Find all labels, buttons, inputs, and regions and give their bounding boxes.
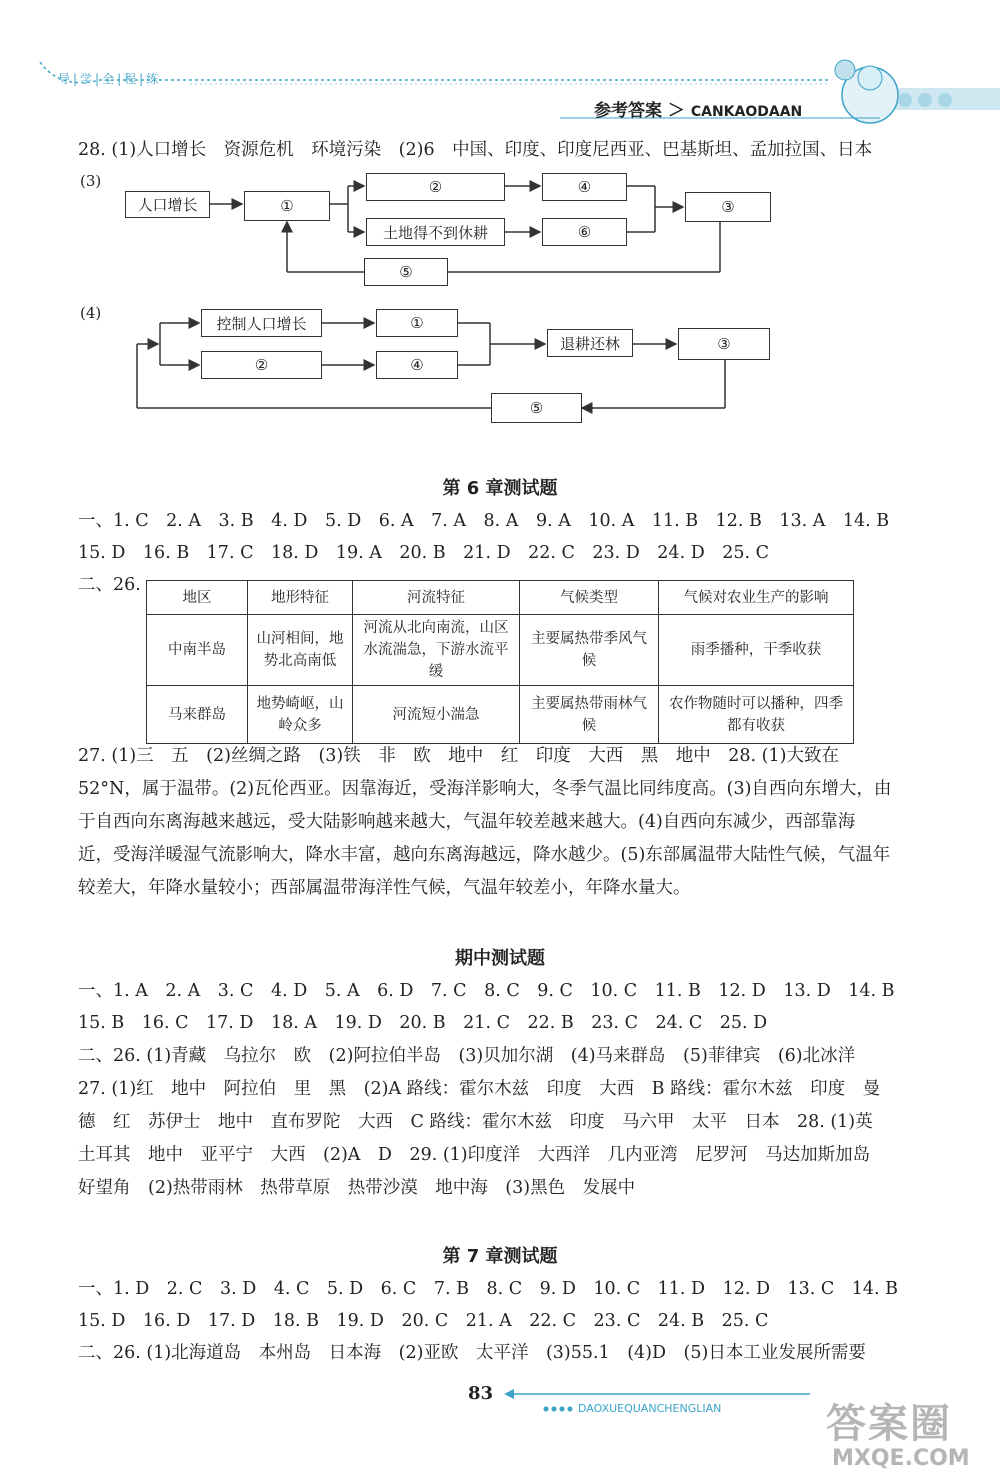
flow3-node6: ⑥ (542, 218, 627, 246)
ch7-title: 第 7 章测试题 (442, 1246, 558, 1267)
flow3-start: 人口增长 (125, 191, 210, 218)
table-header-row (147, 581, 854, 615)
flow3-node2: ② (366, 173, 505, 201)
ch6-title: 第 6 章测试题 (442, 478, 558, 499)
midterm-row2: 15. B 16. C 17. D 18. A 19. D 20. B 21. C 22. B 23. C 24. C 25. D (78, 1013, 768, 1033)
ch6-para2: 52°N，属于温带。(2)瓦伦西亚。因靠海近，受海洋影响大，冬季气温比同纬度高。(3)自西向东增大，由 (78, 779, 892, 799)
q28-part3-label: (3) (80, 172, 102, 190)
section-cn: 参考答案 (594, 101, 662, 121)
ch6-table (146, 580, 854, 744)
table-header: 气候类型 (520, 581, 659, 615)
table-cell: 中南半岛 (147, 615, 248, 686)
table-cell: 马来群岛 (147, 686, 248, 744)
watermark-url: MXQE.COM (832, 1446, 970, 1471)
ch6-row1: 一、1. C 2. A 3. B 4. D 5. D 6. A 7. A 8. A 9. A 10. A 11. B 12. B 13. A 14. B (78, 511, 890, 531)
table-cell: 山河相间，地势北高南低 (248, 615, 353, 686)
midterm-para3: 德 红 苏伊士 地中 直布罗陀 大西 C 路线：霍尔木兹 印度 马六甲 太平 日本 28. (1)英 (78, 1112, 873, 1132)
midterm-para2: 27. (1)红 地中 阿拉伯 里 黑 (2)A 路线：霍尔木兹 印度 大西 B 路线：霍尔木兹 印度 曼 (78, 1079, 881, 1099)
table-cell: 雨季播种，干季收获 (659, 615, 854, 686)
flow4-node2: ② (201, 351, 322, 379)
ch6-para1: 27. (1)三 五 (2)丝绸之路 (3)铁 非 欧 地中 红 印度 大西 黑 地中 28. (1)大致在 (78, 746, 839, 766)
midterm-para1: 二、26. (1)青藏 乌拉尔 欧 (2)阿拉伯半岛 (3)贝加尔湖 (4)马来群岛 (5)菲律宾 (6)北冰洋 (78, 1046, 856, 1066)
table-row (147, 686, 854, 744)
ch6-para4: 近，受海洋暖湿气流影响大，降水丰富，越向东离海越远，降水越少。(5)东部属温带大陆性气候，气温年 (78, 845, 891, 865)
table-header: 地区 (147, 581, 248, 615)
series-name: 导|学|全|程|练 (58, 72, 162, 86)
flow3-node5: ⑤ (364, 258, 448, 286)
flow3-node1: ① (244, 191, 330, 221)
ch7-row1: 一、1. D 2. C 3. D 4. C 5. D 6. C 7. B 8. C 9. D 10. C 11. D 12. D 13. C 14. B (78, 1279, 899, 1299)
table-cell: 河流从北向南流，山区水流湍急，下游水流平缓 (353, 615, 520, 686)
flow4-node5: ⑤ (491, 393, 582, 423)
table-cell: 主要属热带雨林气候 (520, 686, 659, 744)
midterm-para4: 土耳其 地中 亚平宁 大西 (2)A D 29. (1)印度洋 大西洋 几内亚湾 尼罗河 马达加斯加岛 (78, 1145, 871, 1165)
table-header: 地形特征 (248, 581, 353, 615)
q28-line1: 28. (1)人口增长 资源危机 环境污染 (2)6 中国、印度、印度尼西亚、巴基斯坦、孟加拉国、日本 (78, 140, 873, 160)
page-number: 83 (468, 1383, 494, 1404)
flow4-control: 控制人口增长 (201, 309, 322, 337)
ch6-row2: 15. D 16. B 17. C 18. D 19. A 20. B 21. D 22. C 23. D 24. D 25. C (78, 543, 770, 563)
midterm-title: 期中测试题 (455, 948, 545, 969)
watermark-logo: 答案圈 (826, 1401, 952, 1447)
ch7-row2: 15. D 16. D 17. D 18. B 19. D 20. C 21. A 22. C 23. C 24. B 25. C (78, 1311, 769, 1331)
ch7-para1: 二、26. (1)北海道岛 本州岛 日本海 (2)亚欧 太平洋 (3)55.1 (4)D (5)日本工业发展所需要 (78, 1343, 866, 1363)
table-cell: 农作物随时可以播种，四季都有收获 (659, 686, 854, 744)
ch6-q26-label: 二、26. (78, 575, 141, 595)
footer-brand: DAOXUEQUANCHENGLIAN (578, 1402, 722, 1415)
flow4-node1: ① (376, 309, 458, 337)
flow3-node4: ④ (542, 173, 627, 201)
midterm-para5: 好望角 (2)热带雨林 热带草原 热带沙漠 地中海 (3)黑色 发展中 (78, 1178, 636, 1198)
flow4-forest: 退耕还林 (547, 329, 633, 357)
table-cell: 主要属热带季风气候 (520, 615, 659, 686)
flow3-rest: 土地得不到休耕 (366, 218, 505, 246)
ch6-para3: 于自西向东离海越来越远，受大陆影响越来越大，气温年较差越来越大。(4)自西向东减少，西部靠海 (78, 812, 856, 832)
table-header: 河流特征 (353, 581, 520, 615)
flow3-node3: ③ (685, 192, 771, 222)
q28-part4-label: (4) (80, 304, 102, 322)
midterm-row1: 一、1. A 2. A 3. C 4. D 5. A 6. D 7. C 8. C 9. C 10. C 11. B 12. D 13. D 14. B (78, 981, 895, 1001)
section-en: CANKAODAAN (690, 104, 803, 120)
table-cell: 地势崎岖，山岭众多 (248, 686, 353, 744)
ch6-para5: 较差大，年降水量较小；西部属温带海洋性气候，气温年较差小，年降水量大。 (78, 878, 691, 898)
flow4-node3: ③ (678, 328, 770, 360)
chevron-right-icon: ＞ (667, 101, 685, 121)
table-cell: 河流短小湍急 (353, 686, 520, 744)
flow4-node4: ④ (376, 351, 458, 379)
table-header: 气候对农业生产的影响 (659, 581, 854, 615)
table-row (147, 615, 854, 686)
